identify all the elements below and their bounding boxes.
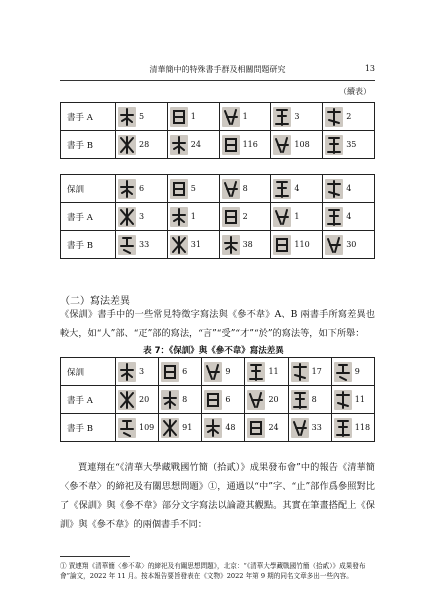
character-glyph-icon: [291, 418, 309, 438]
glyph-cell: [159, 358, 202, 386]
character-glyph-icon: [291, 390, 309, 410]
glyph-cell: [288, 358, 331, 386]
slip-number: 8: [311, 395, 317, 404]
glyph-cell: [116, 231, 168, 259]
slip-number: 9: [225, 367, 231, 376]
glyph-cell: [271, 231, 323, 259]
row-label: 書手 A: [61, 386, 116, 414]
table2-row: [61, 231, 375, 259]
character-glyph-icon: [118, 390, 136, 410]
slip-number: 8: [182, 395, 188, 404]
slip-number: 6: [225, 395, 231, 404]
page-number: 13: [364, 64, 375, 73]
slip-number: 35: [346, 140, 357, 149]
slip-number: 24: [190, 140, 201, 149]
character-glyph-icon: [273, 135, 291, 155]
table3-row: [61, 386, 375, 414]
slip-number: 24: [268, 423, 279, 432]
character-glyph-icon: [161, 418, 179, 438]
slip-number: 2: [242, 212, 248, 221]
slip-number: 17: [311, 367, 322, 376]
character-glyph-icon: [247, 362, 265, 382]
body-paragraph-2: 賈連翔在“《清華大學藏戰國竹簡（拾貳）》成果發布會”中的報告《清華簡〈參不韋〉的締祀及有關思想問題》①，通過以“中”字、“止”部作爲參照對比了《保訓》與《參不韋》部分文字寫法以論證其觀點。其實在筆畫搭配上《保訓》與《參不韋》的兩個書手不同：: [60, 462, 375, 530]
glyph-cell: [202, 358, 245, 386]
character-glyph-icon: [273, 207, 291, 227]
row-label: 書手 B: [61, 131, 116, 159]
table3-row: [61, 358, 375, 386]
character-glyph-icon: [334, 390, 352, 410]
character-glyph-icon: [118, 107, 136, 127]
character-glyph-icon: [273, 235, 291, 255]
glyph-cell: [271, 131, 323, 159]
table2-row: [61, 175, 375, 203]
glyph-cell: [323, 231, 375, 259]
character-glyph-icon: [118, 418, 136, 438]
character-glyph-icon: [170, 179, 188, 199]
slip-number: 8: [242, 184, 248, 193]
slip-number: 48: [225, 423, 236, 432]
slip-number: 1: [190, 212, 196, 221]
running-header: [60, 62, 375, 78]
running-title: 清華簡中的特殊書手群及相關問題研究: [149, 65, 286, 74]
row-label: 保訓: [61, 358, 116, 386]
glyph-cell: [219, 131, 271, 159]
character-glyph-icon: [291, 362, 309, 382]
glyph-cell: [202, 414, 245, 442]
glyph-cell: [323, 131, 375, 159]
character-glyph-icon: [118, 179, 136, 199]
glyph-cell: [116, 414, 159, 442]
slip-number: 11: [268, 367, 279, 376]
glyph-cell: [323, 175, 375, 203]
character-glyph-icon: [170, 235, 188, 255]
character-glyph-icon: [118, 235, 136, 255]
slip-number: 1: [294, 212, 300, 221]
character-glyph-icon: [325, 179, 343, 199]
character-glyph-icon: [247, 418, 265, 438]
slip-number: 30: [346, 240, 357, 249]
glyph-cell: [219, 231, 271, 259]
glyph-cell: [116, 175, 168, 203]
character-glyph-icon: [170, 107, 188, 127]
slip-number: 4: [294, 184, 300, 193]
slip-number: 1: [190, 112, 196, 121]
slip-number: 28: [139, 140, 150, 149]
glyph-cell: [331, 414, 374, 442]
slip-number: 108: [294, 140, 310, 149]
slip-number: 20: [268, 395, 279, 404]
character-glyph-icon: [170, 207, 188, 227]
slip-number: 4: [346, 212, 352, 221]
body-paragraph-1: 《保訓》書手中的一些常見特徵字寫法與《參不韋》A、B 兩書手所寫差異也較大，如“人”部、“疋”部的寫法，“言”“受”“才”“於”的寫法等，如下所舉：: [60, 309, 375, 339]
glyph-cell: [245, 414, 288, 442]
character-glyph-icon: [334, 362, 352, 382]
character-glyph-icon: [204, 418, 222, 438]
slip-number: 31: [190, 240, 201, 249]
slip-number: 3: [139, 212, 145, 221]
glyph-cell: [331, 386, 374, 414]
glyph-cell: [271, 175, 323, 203]
glyph-cell: [271, 203, 323, 231]
character-glyph-icon: [222, 235, 240, 255]
slip-number: 6: [182, 367, 188, 376]
table1-row: [61, 103, 375, 131]
row-label: 保訓: [61, 175, 116, 203]
character-glyph-icon: [325, 235, 343, 255]
character-glyph-icon: [204, 362, 222, 382]
slip-number: 5: [190, 184, 196, 193]
footnote-rule: [60, 556, 130, 557]
glyph-cell: [167, 131, 219, 159]
slip-number: 20: [139, 395, 150, 404]
character-glyph-icon: [222, 107, 240, 127]
slip-number: 2: [346, 112, 352, 121]
glyph-table-7: [60, 357, 375, 442]
glyph-cell: [219, 103, 271, 131]
glyph-cell: [167, 103, 219, 131]
character-glyph-icon: [334, 418, 352, 438]
slip-number: 109: [139, 423, 155, 432]
character-glyph-icon: [325, 207, 343, 227]
header-rule: [60, 80, 375, 81]
character-glyph-icon: [118, 135, 136, 155]
slip-number: 118: [354, 423, 371, 432]
glyph-table-baoxun-comparison: [60, 174, 375, 259]
footnote: ① 賈連翔《清華簡〈參不韋〉的締祀及有關思想問題》，北京：“《清華大學藏戰國竹簡（拾貳）》成果發布會”論文，2022 年 11 月。按本報告要旨發表在《文物》2022 年第 9 期的同名文章多出一些內容。: [60, 562, 366, 580]
glyph-cell: [331, 358, 374, 386]
row-label: 書手 A: [61, 103, 116, 131]
slip-number: 11: [354, 395, 365, 404]
slip-number: 3: [139, 367, 145, 376]
glyph-cell: [116, 131, 168, 159]
glyph-cell: [159, 414, 202, 442]
glyph-cell: [323, 203, 375, 231]
table3-row: [61, 414, 375, 442]
continued-label: （續表）: [339, 87, 371, 96]
slip-number: 91: [182, 423, 193, 432]
character-glyph-icon: [222, 135, 240, 155]
slip-number: 9: [354, 367, 360, 376]
slip-number: 6: [139, 184, 145, 193]
slip-number: 38: [242, 240, 253, 249]
glyph-cell: [159, 386, 202, 414]
character-glyph-icon: [170, 135, 188, 155]
glyph-cell: [116, 386, 159, 414]
character-glyph-icon: [161, 362, 179, 382]
glyph-cell: [116, 358, 159, 386]
glyph-table-continued: [60, 102, 375, 159]
character-glyph-icon: [273, 107, 291, 127]
character-glyph-icon: [325, 107, 343, 127]
glyph-cell: [202, 386, 245, 414]
slip-number: 4: [346, 184, 352, 193]
slip-number: 116: [242, 140, 258, 149]
slip-number: 5: [139, 112, 145, 121]
glyph-cell: [167, 203, 219, 231]
character-glyph-icon: [118, 207, 136, 227]
row-label: 書手 B: [61, 231, 116, 259]
glyph-cell: [167, 231, 219, 259]
character-glyph-icon: [325, 135, 343, 155]
glyph-cell: [116, 203, 168, 231]
glyph-cell: [271, 103, 323, 131]
glyph-cell: [219, 203, 271, 231]
glyph-cell: [288, 414, 331, 442]
row-label: 書手 B: [61, 414, 116, 442]
glyph-cell: [116, 103, 168, 131]
glyph-cell: [323, 103, 375, 131]
character-glyph-icon: [222, 179, 240, 199]
slip-number: 3: [294, 112, 300, 121]
glyph-cell: [219, 175, 271, 203]
section-heading: （二）寫法差異: [60, 296, 130, 307]
character-glyph-icon: [204, 390, 222, 410]
slip-number: 33: [311, 423, 322, 432]
glyph-cell: [245, 386, 288, 414]
character-glyph-icon: [247, 390, 265, 410]
table2-row: [61, 203, 375, 231]
slip-number: 1: [242, 112, 248, 121]
character-glyph-icon: [118, 362, 136, 382]
glyph-cell: [245, 358, 288, 386]
slip-number: 110: [294, 240, 310, 249]
glyph-cell: [167, 175, 219, 203]
glyph-cell: [288, 386, 331, 414]
table-caption: 表 7：《保訓》與《參不韋》寫法差異: [143, 346, 284, 356]
character-glyph-icon: [273, 179, 291, 199]
character-glyph-icon: [222, 207, 240, 227]
table1-row: [61, 131, 375, 159]
character-glyph-icon: [161, 390, 179, 410]
slip-number: 33: [139, 240, 150, 249]
row-label: 書手 A: [61, 203, 116, 231]
